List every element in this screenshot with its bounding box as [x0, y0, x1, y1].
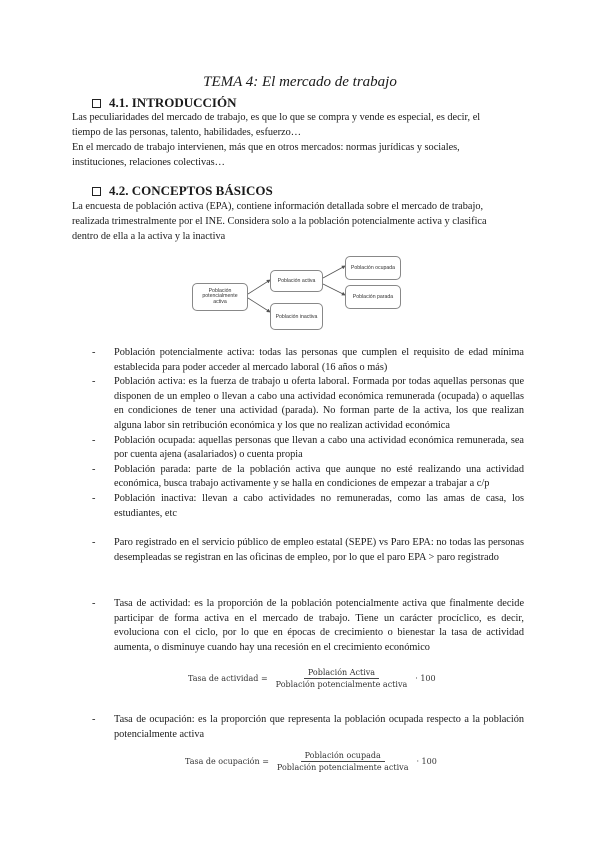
bullet-dash: - [92, 376, 96, 388]
formula-denominator: Población potencialmente activa [276, 763, 409, 772]
formula-numerator: Población Activa [304, 668, 379, 679]
text-line: Población potencialmente activa: todas las personas que cumplen el requisito de edad mínima [114, 347, 524, 358]
box-label: Población inactiva [275, 313, 318, 320]
arrow-to-inactiva [248, 298, 270, 312]
box-label: activa [213, 298, 227, 305]
formula-tasa-actividad [188, 668, 436, 689]
section-heading-text: 4.1. INTRODUCCIÓN [109, 95, 237, 110]
tasa-ocupacion-list [92, 713, 524, 742]
formula-rhs: · 100 [415, 674, 436, 683]
box-label: Población activa [277, 278, 316, 284]
box-activa [270, 270, 323, 292]
text-line: Población ocupada: aquellas personas que llevan a cabo una actividad económica remunerada, [114, 434, 508, 446]
text-line: económica, busca trabajo activamente y se halla en condiciones de empezar a trabajar a c/p [114, 478, 490, 490]
list-item [92, 536, 524, 565]
formula-denominator: Población potencialmente activa [275, 680, 408, 689]
bullet-dash: - [92, 714, 96, 725]
section-heading-introduccion [92, 95, 236, 111]
text-line: decir, evoluciona con el ciclo, por lo que en épocas de crecimiento o bienestar la tasa de [114, 612, 524, 639]
bullet-dash: - [92, 598, 96, 609]
formula-numerator: Población ocupada [301, 751, 385, 762]
box-inactiva [270, 303, 323, 330]
text-line: Población inactiva: llevan a cabo actividades no remuneradas, como las amas de casa, los [114, 492, 524, 504]
formula-fraction [272, 668, 412, 689]
text-line: población potencialmente activa [114, 714, 524, 740]
tasa-actividad-list [92, 597, 524, 655]
arrow-to-activa [248, 280, 270, 294]
definitions-list [92, 346, 524, 521]
intro-paragraph [72, 110, 522, 170]
text-line: estudiantes, etc [114, 507, 177, 519]
list-item [92, 434, 524, 463]
box-label: Población ocupada [350, 265, 396, 271]
text-line: dentro de ella a la activa y la inactiva [72, 231, 226, 242]
list-item [92, 597, 524, 655]
arrow-to-ocupada [323, 266, 345, 278]
text-line: personas desempleadas se registran en las oficinas de empleo, por lo que el paro EPA > paro [114, 537, 524, 563]
text-line: aquellas en condiciones de tener una actividad (parada). No forman parte de la activa, los que [114, 390, 525, 417]
text-line: instituciones, relaciones colectivas… [72, 157, 225, 168]
text-line: Tasa de ocupación: es la proporción que representa la población ocupada respecto a la [114, 714, 480, 725]
box-label: potencialmente [202, 293, 238, 300]
text-line: Tasa de actividad: es la proporción de la población potencialmente activa que finalmente [114, 598, 494, 609]
checkbox-icon [92, 187, 101, 196]
text-line: Las peculiaridades del mercado de trabajo, es que lo que se compra y vende es especial, es decir, el [72, 112, 481, 123]
text-line: Población activa: es la fuerza de trabajo u oferta laboral. Formada por todas aquellas personas [114, 376, 507, 388]
list-item [92, 713, 524, 742]
formula-fraction [273, 751, 413, 772]
text-line: tiempo de las personas, talento, habilidades, esfuerzo… [72, 127, 302, 138]
text-line: sea por cuenta ajena (asalariados) o cuenta propia [114, 434, 524, 461]
epa-paragraph [72, 199, 522, 244]
list-item [92, 375, 524, 433]
bullet-dash: - [92, 434, 96, 446]
text-line: realizada trimestralmente por el INE. Considera solo a la población potencialmente activa y clasifica [72, 216, 487, 227]
list-item [92, 346, 524, 375]
bullet-dash: - [92, 537, 96, 548]
text-line: realizan alguna labor sin retribución económica y los que no realizan actividad económica [114, 405, 524, 431]
box-potencialmente-activa [192, 283, 248, 311]
bullet-dash: - [92, 463, 96, 475]
text-line: que disponen de un empleo o llevan a cabo una actividad económica remunerada (ocupada) o [114, 376, 525, 402]
text-line: registrado [457, 551, 499, 563]
box-label: Población [208, 287, 232, 294]
formula-rhs: · 100 [416, 757, 437, 766]
box-parada [345, 285, 401, 309]
text-line: La encuesta de población activa (EPA), contiene información detallada sobre el mercado de trabajo, [72, 201, 484, 212]
arrow-to-parada [323, 284, 345, 295]
box-ocupada [345, 256, 401, 280]
population-diagram [190, 248, 420, 338]
list-item [92, 492, 524, 521]
page-title: TEMA 4: El mercado de trabajo [203, 74, 397, 90]
text-line: establecida para poder acceder al mercado laboral (16 años o más) [114, 361, 388, 373]
text-line: Población parada: parte de la población activa que aunque no esté realizando una actividad [114, 463, 524, 475]
checkbox-icon [92, 99, 101, 108]
paro-list [92, 536, 524, 565]
text-line: decide participar de forma activa en el mercado de trabajo. Tiene un carácter procíclico, es [114, 598, 525, 624]
bullet-dash: - [92, 492, 96, 504]
list-item [92, 463, 524, 492]
text-line: actividad aumenta, o disminuye cuando hay una recesión en el crecimiento económico [114, 627, 525, 653]
section-heading-text: 4.2. CONCEPTOS BÁSICOS [109, 183, 273, 198]
bullet-dash: - [92, 347, 96, 358]
text-line: En el mercado de trabajo intervienen, más que en otros mercados: normas jurídicas y sociales, [72, 142, 460, 153]
formula-lhs: Tasa de actividad = [188, 674, 268, 683]
box-label: Población parada [352, 294, 394, 300]
formula-lhs: Tasa de ocupación = [185, 757, 269, 766]
text-line: Paro registrado en el servicio público de empleo estatal (SEPE) vs Paro EPA: no todas las [114, 537, 486, 548]
formula-tasa-ocupacion [185, 751, 437, 772]
section-heading-conceptos [92, 183, 273, 199]
